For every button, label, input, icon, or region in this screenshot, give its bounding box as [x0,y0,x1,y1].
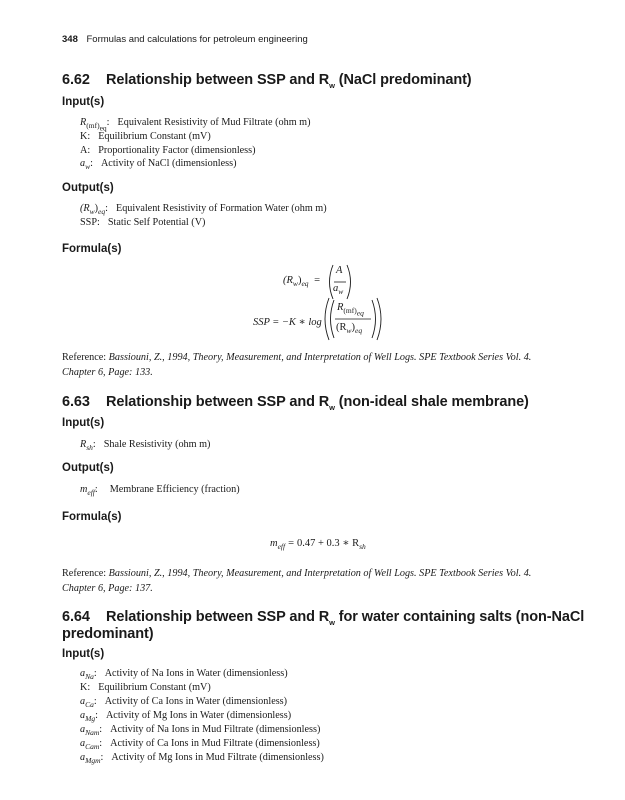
input-row: $a_{Mg}$: Activity of Mg Ions in Water (dimensionless) [80,710,292,724]
equation-3: $m_{eff} = 0.47 + 0.3$ ∗ $R_{sh}$ [270,538,366,552]
input-row: A: Proportionality Factor (dimensionless) [80,145,256,156]
outputs-heading: Output(s) [62,182,114,194]
input-row: $a_{Na}$: Activity of Na Ions in Water (dimensionless) [80,668,288,682]
equation-1-denominator: $a_w$ [333,283,344,297]
inputs-heading: Input(s) [62,648,105,660]
section-6-64-title-line2: predominant) [62,626,154,642]
equation-1-lhs: $(R_w)_{eq}$ = [283,275,321,289]
output-row: SSP: Static Self Potential (V) [80,217,206,228]
inputs-heading: Input(s) [62,96,105,108]
formula-heading: Formula(s) [62,243,122,255]
output-row: $(R_w)_{eq}$: Equivalent Resistivity of Formation Water (ohm m) [80,203,327,217]
inputs-heading: Input(s) [62,417,105,429]
input-row: K: Equilibrium Constant (mV) [80,682,211,693]
formula-heading: Formula(s) [62,511,122,523]
input-row: $a_{Ca}$: Activity of Ca Ions in Water (dimensionless) [80,696,288,710]
equation-2-numerator: $R_{(mf)_{eq}}$ [337,302,364,318]
input-row: $a_w$: Activity of NaCl (dimensionless) [80,158,237,172]
equation-2-denominator: $(R_w)_{eq}$ [336,322,363,336]
equation-1-numerator: A [336,265,343,276]
reference-6-63: Reference: Bassiouni, Z., 1994, Theory, Measurement, and Interpretation of Well Logs. SPE Textbook Series Vol. 4. Chapter 6, Page: 137. [62,568,532,594]
input-row: $a_{Mgm}$: Activity of Mg Ions in Mud Filtrate (dimensionless) [80,752,324,766]
input-row: $R_{sh}$: Shale Resistivity (ohm m) [80,439,211,453]
running-head [62,34,308,45]
section-6-62-title: 6.62 Relationship between SSP and $R_w$ (NaCl predominant) [62,72,472,90]
outputs-heading: Output(s) [62,462,114,474]
input-row: K: Equilibrium Constant (mV) [80,131,211,142]
page-number: 348 [62,34,78,45]
equation-2-lhs: SSP = −K ∗ log [253,317,322,328]
output-row: $m_{eff}$: Membrane Efficiency (fraction) [80,484,240,498]
input-row: $R_{(mf)_{eq}}$: Equivalent Resistivity of Mud Filtrate (ohm m) [80,117,311,133]
reference-6-62: Reference: Bassiouni, Z., 1994, Theory, Measurement, and Interpretation of Well Logs. SPE Textbook Series Vol. 4. Chapter 6, Page: 133. [62,352,532,378]
section-6-64-title: 6.64 Relationship between SSP and $R_w$ for water containing salts (non-NaCl [62,609,585,627]
book-title: Formulas and calculations for petroleum engineering [86,34,308,45]
input-row: $a_{Nam}$: Activity of Na Ions in Mud Filtrate (dimensionless) [80,724,321,738]
section-6-63-title: 6.63 Relationship between SSP and $R_w$ (non-ideal shale membrane) [62,394,529,412]
input-row: $a_{Cam}$: Activity of Ca Ions in Mud Filtrate (dimensionless) [80,738,320,752]
